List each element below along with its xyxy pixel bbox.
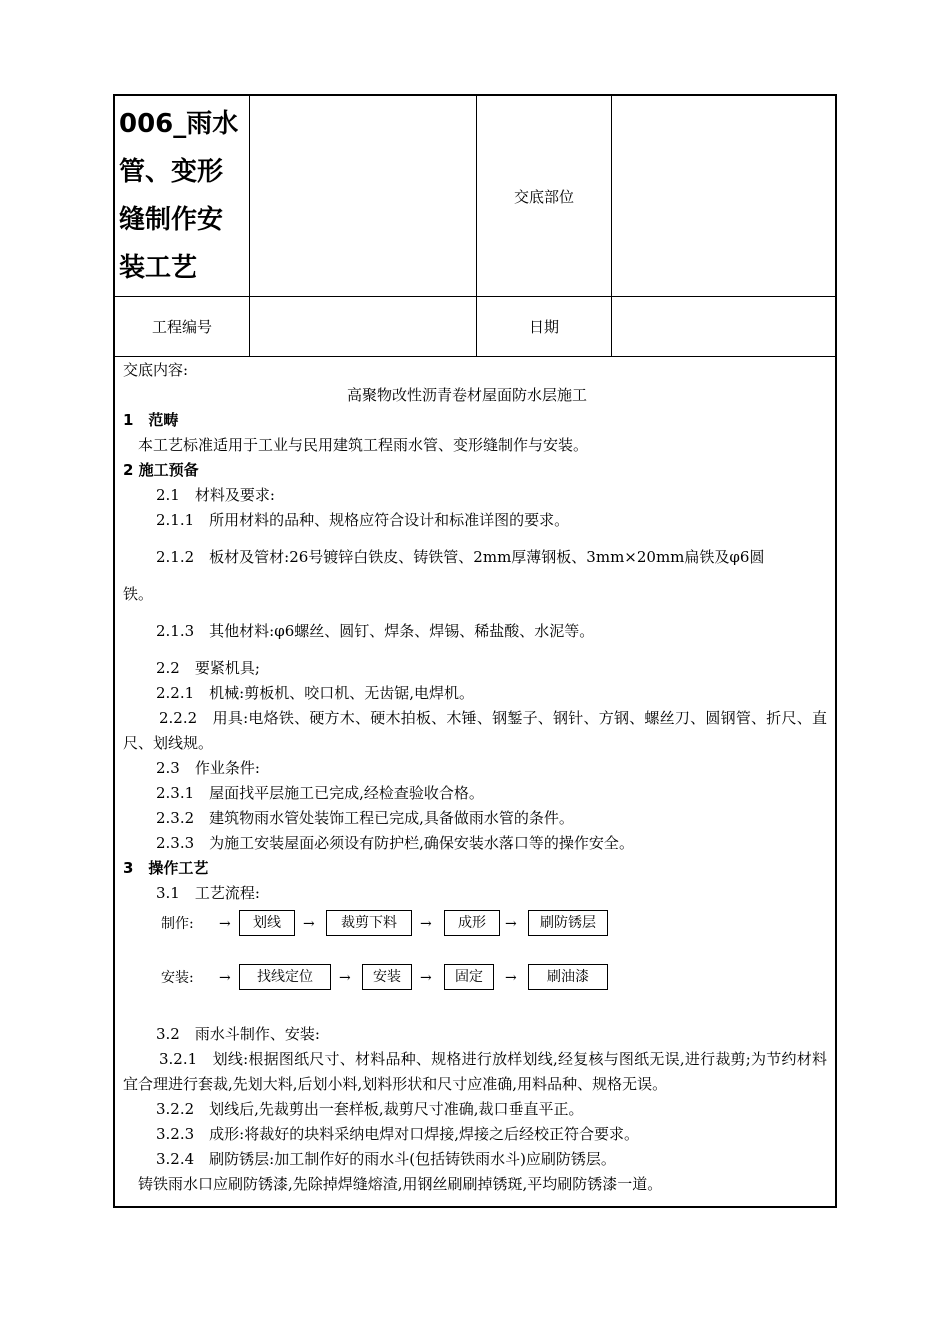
grid-line (115, 356, 835, 357)
title-line: 装工艺 (119, 253, 198, 283)
paragraph: 2.2.2 用具:电烙铁、硬方木、硬木拍板、木锤、钢錾子、钢针、方钢、螺丝刀、圆钢管、折尺、直尺、划线规。 (123, 709, 827, 752)
date-label: 日期 (528, 318, 559, 336)
grid-line (611, 96, 612, 356)
paragraph: 3.2.4 刷防锈层:加工制作好的雨水斗(包括铸铁雨水斗)应刷防锈层。 (156, 1150, 616, 1168)
paragraph: 2.1 材料及要求: (156, 486, 275, 504)
arrow-icon: → (219, 970, 231, 986)
intro-label: 交底内容: (123, 361, 189, 379)
process-flow-install (123, 964, 827, 1018)
paragraph: 2.1.3 其他材料:φ6螺丝、圆钉、焊条、焊锡、稀盐酸、水泥等。 (156, 622, 595, 640)
paragraph: 3.1 工艺流程: (156, 884, 260, 902)
arrow-icon: → (505, 970, 517, 986)
paragraph: 铁。 (123, 585, 154, 603)
title-line: 缝制作安 (119, 205, 224, 235)
paragraph: 2.3 作业条件: (156, 759, 260, 777)
disclosure-form (113, 94, 837, 1208)
paragraph: 2.3.2 建筑物雨水管处装饰工程已完成,具备做雨水管的条件。 (156, 809, 574, 827)
section-heading: 2 施工预备 (123, 461, 199, 479)
arrow-icon: → (420, 970, 432, 986)
section-heading: 3 操作工艺 (123, 859, 209, 877)
paragraph: 铸铁雨水口应刷防锈漆,先除掉焊缝熔渣,用钢丝刷刷掉锈斑,平均刷防锈漆一道。 (138, 1175, 663, 1193)
arrow-icon: → (339, 970, 351, 986)
paragraph: 3.2 雨水斗制作、安装: (156, 1025, 320, 1043)
paragraph: 3.2.3 成形:将裁好的块料采纳电焊对口焊接,焊接之后经校正符合要求。 (156, 1125, 639, 1143)
content-subtitle: 高聚物改性沥青卷材屋面防水层施工 (347, 386, 588, 404)
flow-step: 裁剪下料 (326, 910, 412, 936)
arrow-icon: → (505, 916, 517, 932)
paragraph: 3.2.2 划线后,先裁剪出一套样板,裁剪尺寸准确,裁口垂直平正。 (156, 1100, 584, 1118)
document-title (119, 100, 243, 296)
grid-line (249, 96, 250, 356)
paragraph: 本工艺标准适用于工业与民用建筑工程雨水管、变形缝制作与安装。 (138, 436, 589, 454)
jiaodi-buwei-label: 交底部位 (513, 187, 574, 206)
paragraph: 3.2.1 划线:根据图纸尺寸、材料品种、规格进行放样划线,经复核与图纸无误,进行裁剪;为节约材料宜合理进行套裁,先划大料,后划小料,划料形状和尺寸应准确,用料品种、规格无误。 (123, 1050, 827, 1093)
flow-step: 固定 (444, 964, 494, 990)
arrow-icon: → (303, 916, 315, 932)
section-heading: 1 范畴 (123, 411, 179, 429)
title-line: 006_雨水 (119, 109, 239, 139)
paragraph: 2.1.1 所用材料的品种、规格应符合设计和标准详图的要求。 (156, 511, 570, 529)
flow-label: 安装: (161, 970, 194, 986)
disclosure-content (123, 358, 827, 1197)
paragraph: 2.3.3 为施工安装屋面必须设有防护栏,确保安装水落口等的操作安全。 (156, 834, 634, 852)
flow-step: 安装 (362, 964, 412, 990)
arrow-icon: → (219, 916, 231, 932)
project-number-label: 工程编号 (151, 318, 212, 336)
flow-step: 刷油漆 (528, 964, 608, 990)
paragraph: 2.3.1 屋面找平层施工已完成,经检查验收合格。 (156, 784, 484, 802)
title-line: 管、变形 (119, 157, 224, 187)
flow-step: 成形 (444, 910, 500, 936)
paragraph: 2.2 要紧机具; (156, 659, 260, 677)
paragraph: 2.1.2 板材及管材:26号镀锌白铁皮、铸铁管、2mm厚薄钢板、3mm×20mm扁铁及φ6圆 (156, 548, 765, 566)
flow-step: 刷防锈层 (528, 910, 608, 936)
flow-label: 制作: (161, 916, 194, 932)
flow-step: 划线 (239, 910, 295, 936)
paragraph: 2.2.1 机械:剪板机、咬口机、无齿锯,电焊机。 (156, 684, 474, 702)
arrow-icon: → (420, 916, 432, 932)
process-flow-make (123, 910, 827, 964)
flow-step: 找线定位 (239, 964, 331, 990)
